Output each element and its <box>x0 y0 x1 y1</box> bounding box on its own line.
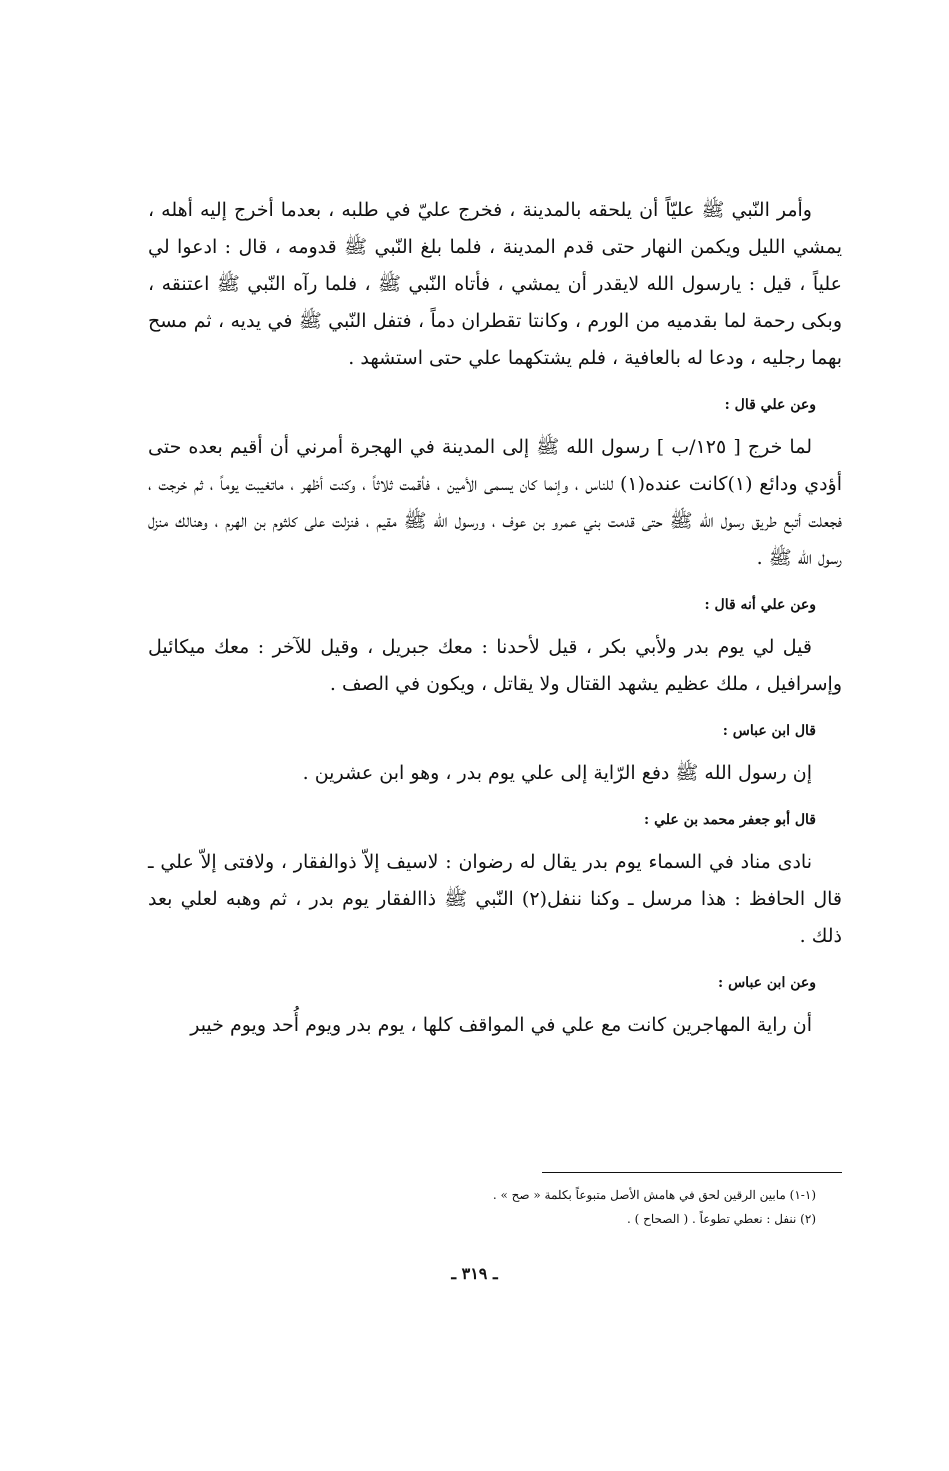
heading-abu-jafar: قال أبو جعفر محمد بن علي : <box>644 812 816 828</box>
page-number: ـ ٣١٩ ـ <box>451 1264 498 1283</box>
paragraph-5: نادى مناد في السماء يوم بدر يقال له رضوان : لاسيف إلاّ ذوالفقار ، ولافتى إلاّ علي ـ قال الحافظ : هذا مرسل ـ وكنا ننفل(٢) النّبي ﷺ ذاالفقار يوم بدر ، ثم وهبه لعلي بعد ذلك . <box>148 851 842 947</box>
paragraph-6: أن راية المهاجرين كانت مع علي في المواقف كلها ، يوم بدر ويوم أُحد ويوم خيبر <box>190 1014 812 1036</box>
footnote-1: (١-١) مابين الرقين لحق في هامش الأصل متبوعاً بكلمة « صح » . <box>492 1188 816 1202</box>
footnotes <box>148 1172 842 1231</box>
paragraph-3: قيل لي يوم بدر ولأبي بكر ، قيل لأحدنا : معك جبريل ، وقيل للآخر : معك ميكائيل وإسرافيل ، ملك عظيم يشهد القتال ولا يقاتل ، ويكون في الصف . <box>148 636 842 695</box>
heading-ali-said-that: وعن علي أنه قال : <box>704 597 816 613</box>
heading-ibn-abbas-2: وعن ابن عباس : <box>718 975 816 991</box>
footnote-divider <box>542 1172 842 1173</box>
footnote-2: (٢) ننفل : نعطي تطوعاً . ( الصحاح ) . <box>626 1212 816 1226</box>
heading-ali-said: وعن علي قال : <box>724 397 816 413</box>
main-text <box>148 192 842 1044</box>
paragraph-4: إن رسول الله ﷺ دفع الرّاية إلى علي يوم بدر ، وهو ابن عشرين . <box>302 762 812 784</box>
paragraph-1: وأمر النّبي ﷺ عليّاً أن يلحقه بالمدينة ، فخرج عليّ في طلبه ، بعدما أخرج إليه أهله ، يمشي الليل ويكمن النهار حتى قدم المدينة ، فلما بلغ النّبي ﷺ قدومه ، قال : ادعوا لي علياً ، قيل : يارسول الله لايقدر أن يمشي ، فأتاه النّبي ﷺ ، فلما رآه النّبي ﷺ اعتنقه ، وبكى رحمة لما بقدميه من الورم ، وكانتا تقطران دماً ، فتفل النّبي ﷺ في يديه ، ثم مسح بهما رجليه ، ودعا له بالعافية ، فلم يشتكهما علي حتى استشهد . <box>148 199 842 369</box>
paragraph-2: لما خرج [ ١٢٥/ب ] رسول الله ﷺ إلى المدينة في الهجرة أمرني أن أقيم بعده حتى أؤدي ودائع (١)كانت عنده(١) للناس ، وإنما كان يسمى الأمين ، فأقمت ثلاثاً ، وكنت أظهر ، ماتغيبت يوماً ، ثم خرجت ، فجعلت أتبع طريق رسول الله ﷺ حتى قدمت بني عمرو بن عوف ، ورسول الله ﷺ مقيم ، فنزلت على كلثوم بن الهرم ، وهنالك منزل رسول الله ﷺ . <box>148 436 842 569</box>
heading-ibn-abbas: قال ابن عباس : <box>722 723 816 739</box>
